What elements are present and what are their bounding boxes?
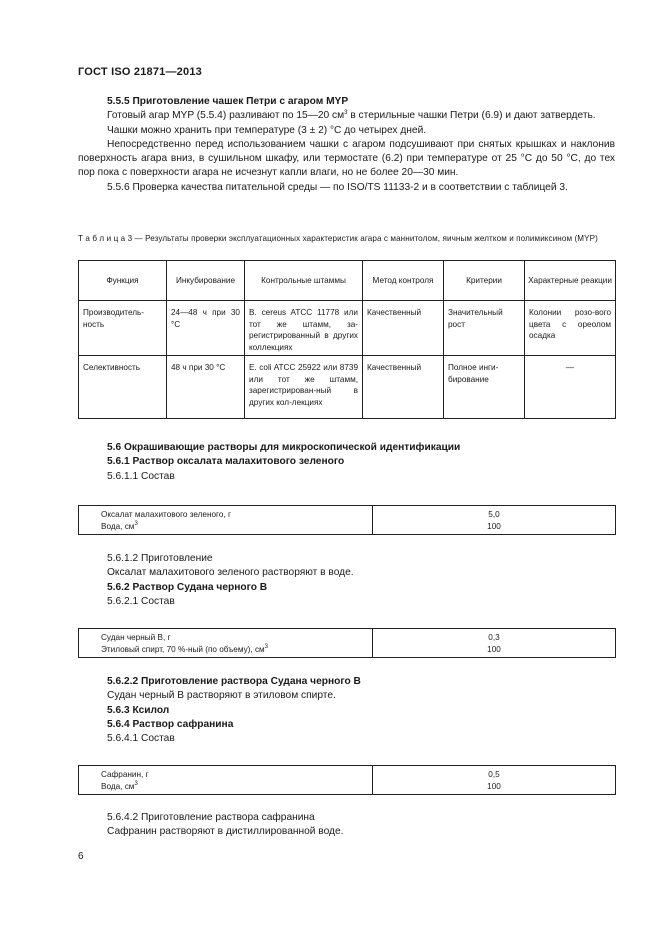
heading-5-6-1-2: 5.6.1.2 Приготовление — [107, 553, 213, 564]
table-cell: E. coli ATCC 25922 или 8739 или тот же штамм, зарегистрирован-ный в других кол-лекциях — [245, 356, 363, 419]
paragraph-storage: Чашки можно хранить при температуре (3 ± 2) °С до четырех дней. — [107, 124, 427, 136]
table3-header: Характерные реакции — [525, 261, 616, 301]
ingredient-amount: 100 — [487, 521, 501, 531]
ingredient-amount: 0,3 — [488, 633, 500, 642]
ingredient-name-text: Вода, см — [101, 781, 135, 791]
composition-values — [373, 629, 616, 658]
table-cell: Селективность — [79, 356, 167, 419]
composition-values — [373, 766, 616, 795]
paragraph-5-5-6: 5.5.6 Проверка качества питательной среды — по ISO/TS 11133-2 и в соответствии с таблицей 3. — [107, 181, 568, 193]
heading-5-6-2-2: 5.6.2.2 Приготовление раствора Судана черного В — [107, 676, 361, 687]
prep-safranin: Сафранин растворяют в дистиллированной воде. — [107, 826, 344, 838]
table-cell: 24—48 ч при 30 °С — [167, 301, 245, 356]
composition-names — [79, 506, 373, 535]
table-cell: Качественный — [363, 356, 444, 419]
ingredient-name: Сафранин, г — [101, 770, 149, 779]
table3-header-row — [79, 261, 616, 301]
heading-5-6-1-1: 5.6.1.1 Состав — [107, 470, 175, 482]
heading-5-6: 5.6 Окрашивающие растворы для микроскопической идентификации — [107, 442, 461, 453]
table-cell: 48 ч при 30 °С — [167, 356, 245, 419]
section-5-6-2-2-block — [78, 675, 615, 746]
ingredient-name — [101, 644, 368, 656]
unit-superscript: 3 — [134, 780, 138, 787]
table3-caption: Т а б л и ц а 3 — Результаты проверки эксплуатационных характеристик агара с маннитолом, яичным желтком и полимиксином (MYP) — [78, 234, 598, 243]
table-cell: B. cereus ATCC 11778 или тот же штамм, за-регистрированный в других коллекциях — [245, 301, 363, 356]
table-cell: Производитель-ность — [79, 301, 167, 356]
section-5-6-heading-block — [78, 441, 615, 484]
paragraph-pour-agar — [78, 109, 615, 123]
prep-sudan: Судан черный В растворяют в этиловом спирте. — [107, 690, 336, 702]
ingredient-amount: 0,5 — [488, 770, 500, 779]
table-cell: — — [525, 356, 616, 419]
ingredient-amount: 100 — [487, 644, 501, 654]
composition-row — [79, 506, 616, 535]
composition-table-sudan — [78, 628, 616, 658]
composition-row — [79, 766, 616, 795]
prep-malachite: Оксалат малахитового зеленого растворяют в воде. — [107, 567, 354, 579]
para1-superscript: 3 — [344, 110, 348, 117]
para1-part-a: Готовый агар MYP (5.5.4) разливают по 15—20 см — [107, 110, 345, 122]
table-row — [79, 301, 616, 356]
table-cell: Качественный — [363, 301, 444, 356]
table3 — [78, 260, 616, 419]
section-5-5-5 — [78, 95, 615, 195]
ingredient-name — [101, 521, 368, 533]
table3-header: Функция — [79, 261, 167, 301]
ingredient-name — [101, 781, 368, 793]
composition-table-malachite — [78, 505, 616, 535]
section-5-6-4-2-block — [78, 811, 615, 840]
heading-5-6-4-1: 5.6.4.1 Состав — [107, 733, 175, 745]
ingredient-name-text: Вода, см — [101, 521, 135, 531]
ingredient-name: Судан черный В, г — [101, 633, 171, 642]
composition-names — [79, 766, 373, 795]
para1-part-b: в стерильные чашки Петри (6.9) и дают затвердеть. — [347, 110, 596, 122]
unit-superscript: 3 — [264, 643, 269, 650]
composition-table-safranin — [78, 765, 616, 795]
heading-5-6-4: 5.6.4 Раствор сафранина — [107, 718, 234, 730]
section-5-6-1-2-block — [78, 552, 615, 609]
paragraph-drying: Непосредственно перед использованием чашки с агаром подсушивают при снятых крышках и наклонив поверхность агара вниз, в сушильном шкафу, или термостате (6.2) при температуре от 25 °С до 50 °С, до тех пор пока с поверхности агара не исчезнут капли влаги, но не более 20—30 мин. — [78, 138, 615, 179]
ingredient-name: Оксалат малахитового зеленого, г — [101, 510, 231, 519]
heading-5-6-4-2: 5.6.4.2 Приготовление раствора сафранина — [107, 812, 315, 823]
table3-header: Контрольные штаммы — [245, 261, 363, 301]
composition-row — [79, 629, 616, 658]
ingredient-amount: 100 — [487, 781, 501, 791]
table-cell: Полное инги-бирование — [444, 356, 525, 419]
unit-superscript: 3 — [134, 520, 138, 527]
table-cell: Значительный рост — [444, 301, 525, 356]
heading-5-6-2-1: 5.6.2.1 Состав — [107, 595, 175, 607]
composition-values — [373, 506, 616, 535]
heading-5-6-2: 5.6.2 Раствор Судана черного В — [107, 581, 268, 593]
page-number: 6 — [78, 851, 84, 862]
heading-5-5-5: 5.5.5 Приготовление чашек Петри с агаром MYP — [107, 96, 349, 107]
document-header: ГОСТ ISO 21871—2013 — [78, 66, 202, 78]
composition-names — [79, 629, 373, 658]
heading-5-6-3: 5.6.3 Ксилол — [107, 704, 170, 716]
table-row — [79, 356, 616, 419]
heading-5-6-1: 5.6.1 Раствор оксалата малахитового зеленого — [107, 456, 345, 468]
table3-header: Метод контроля — [363, 261, 444, 301]
ingredient-name-text: Этиловый спирт, 70 %-ный (по объему), см — [101, 644, 265, 654]
table-cell: Колонии розо-вого цвета с ореолом осадка — [525, 301, 616, 356]
ingredient-amount: 5,0 — [488, 510, 500, 519]
table3-header: Критерии — [444, 261, 525, 301]
table3-header: Инкубирование — [167, 261, 245, 301]
